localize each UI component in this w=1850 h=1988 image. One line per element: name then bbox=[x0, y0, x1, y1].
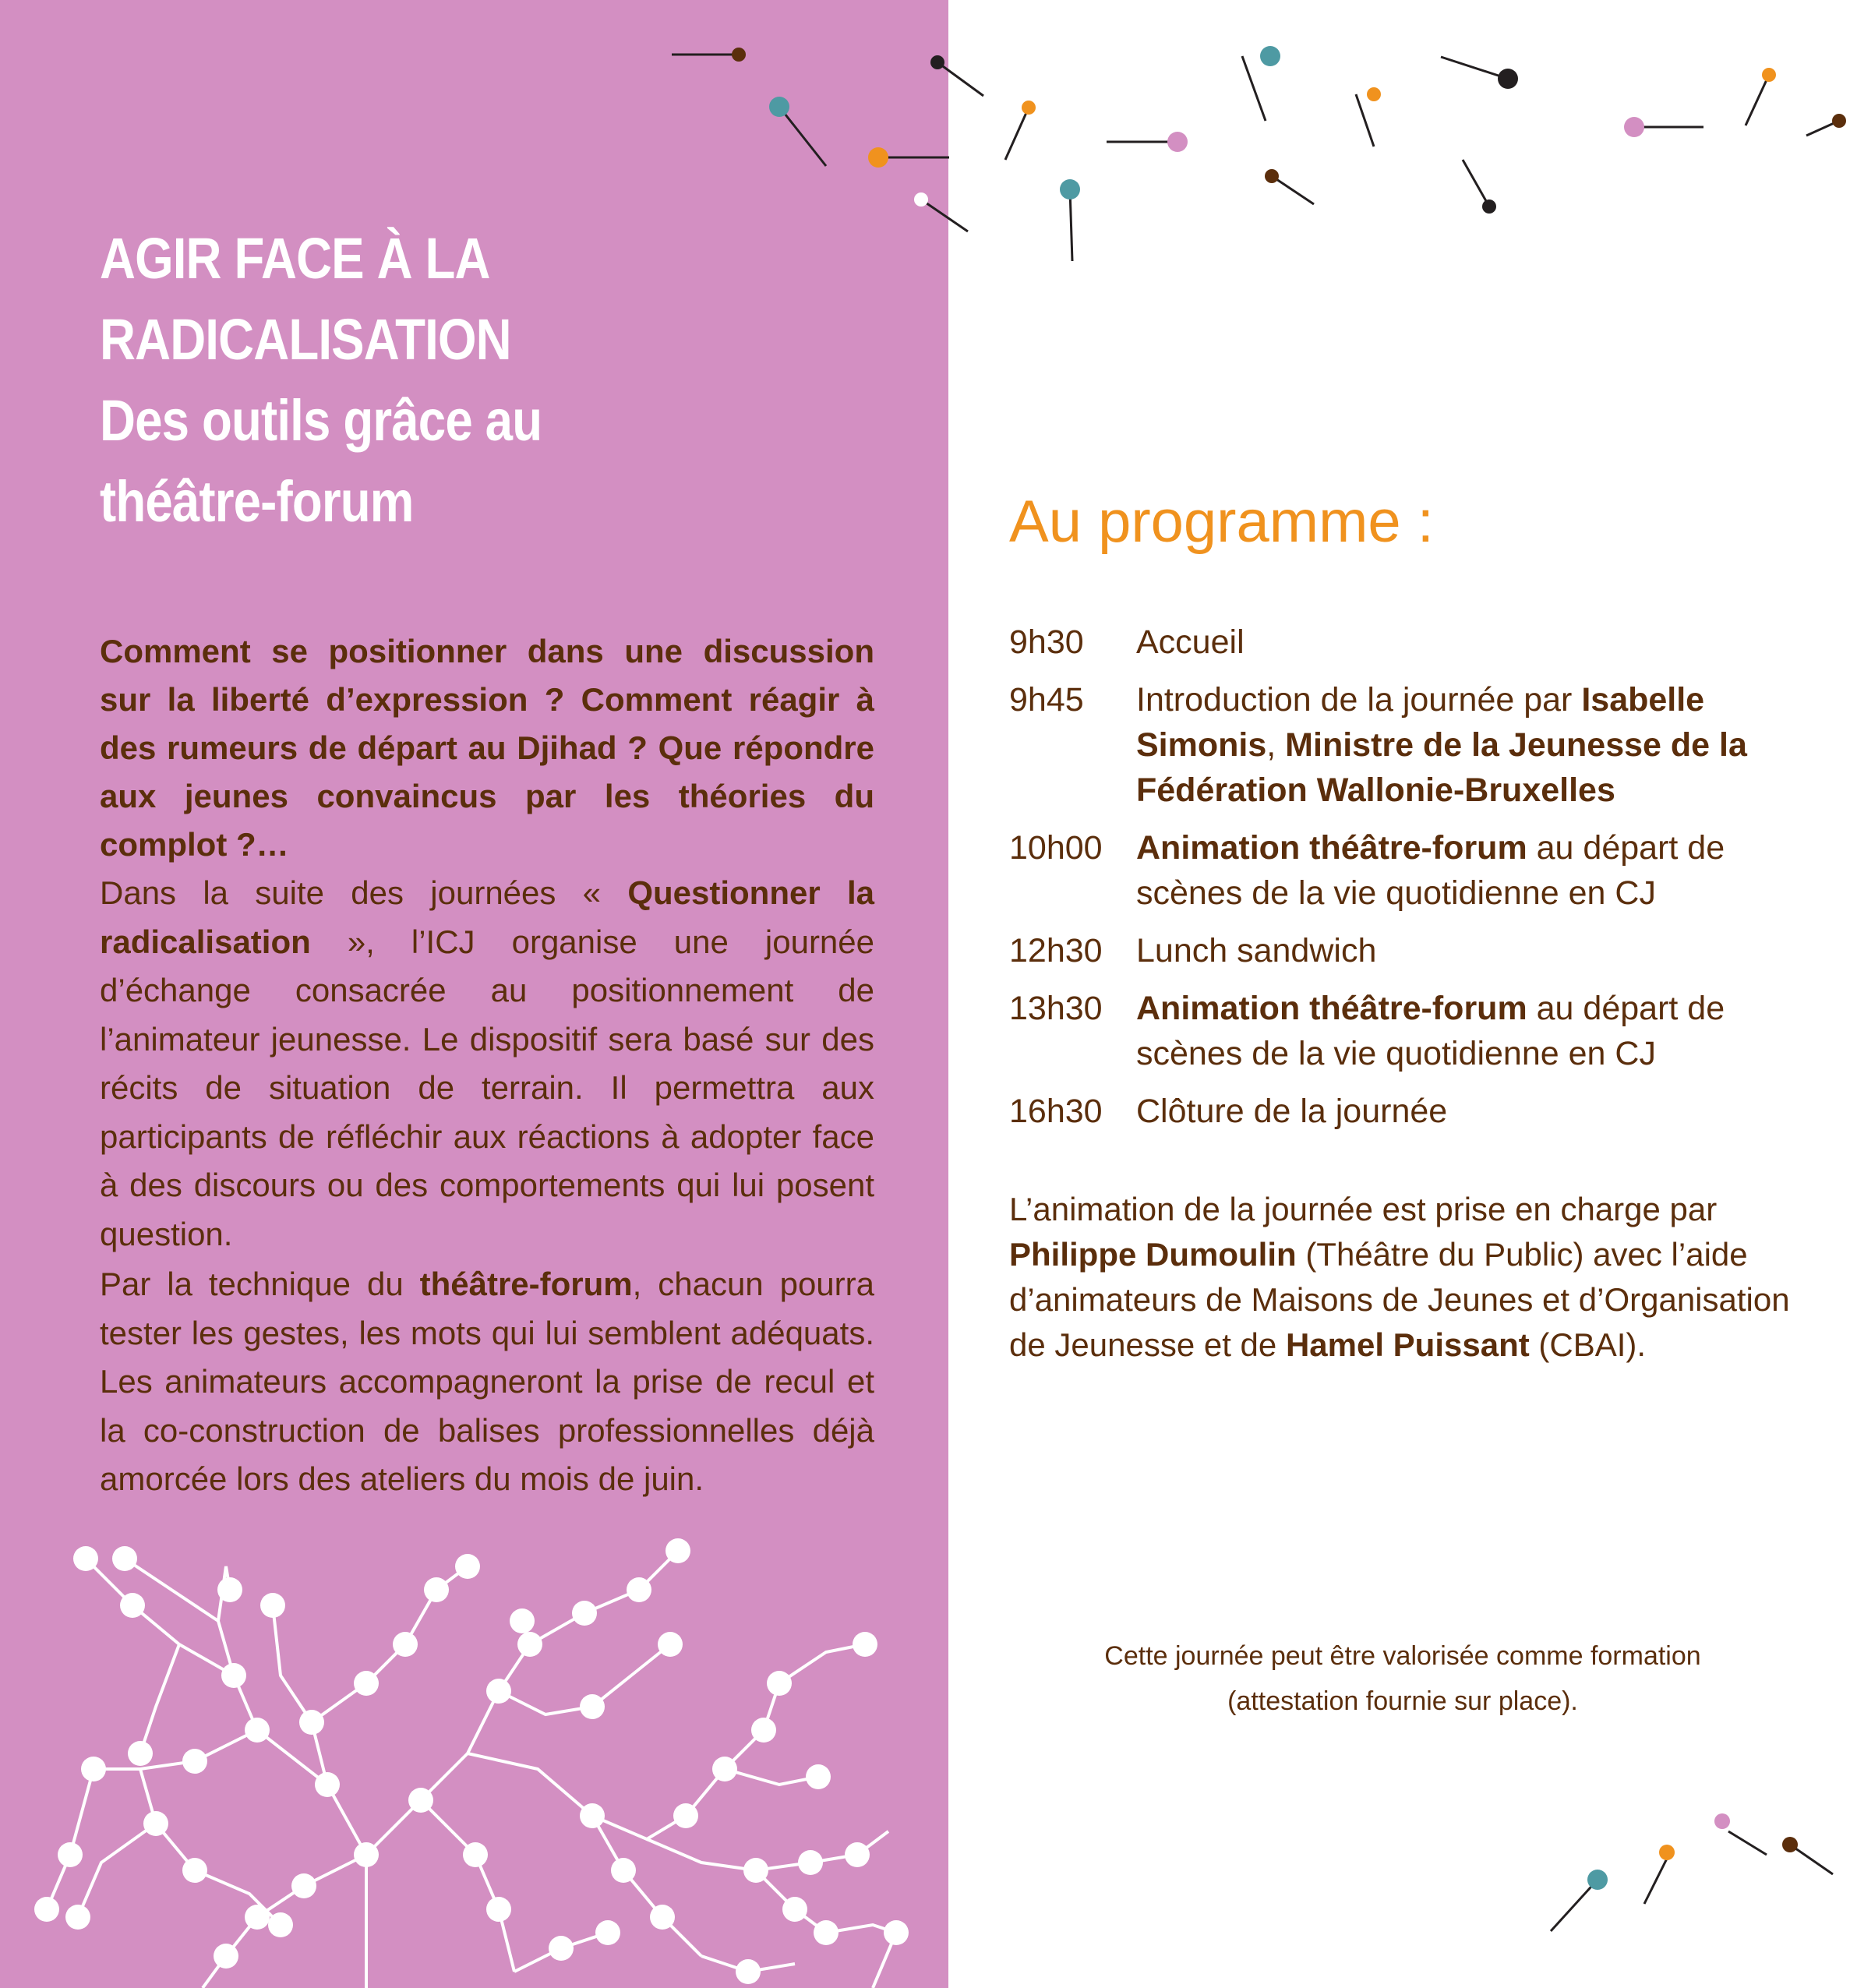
emphasis: théâtre-forum bbox=[419, 1266, 633, 1302]
paragraph-technique bbox=[100, 1260, 874, 1504]
schedule-time: 10h00 bbox=[1009, 829, 1103, 867]
intro-questions: Comment se positionner dans une discussion sur la liberté d’expression ? Comment réagir à des rumeurs de départ au Djihad ? Que répondre aux jeunes convaincus par les théories du complot ?… bbox=[100, 633, 874, 863]
closing-paragraph bbox=[1009, 1187, 1812, 1368]
title-line: AGIR FACE À LA bbox=[100, 226, 490, 291]
schedule-row bbox=[1009, 928, 1820, 973]
schedule-row bbox=[1009, 620, 1820, 665]
text: (Théâtre du Public) avec l’aide d’animateurs de Maisons de Jeunes et d’Organisation de Jeunesse et de bbox=[1009, 1236, 1790, 1363]
emphasis: Ministre de la Jeunesse de la Fédération Wallonie-Bruxelles bbox=[1136, 726, 1747, 809]
schedule-time: 13h30 bbox=[1009, 990, 1103, 1027]
subtitle-line: théâtre-forum bbox=[100, 469, 414, 534]
schedule-desc: Lunch sandwich bbox=[1136, 932, 1377, 969]
emphasis: Philippe Dumoulin bbox=[1009, 1236, 1297, 1273]
training-note bbox=[1036, 1633, 1769, 1724]
text: , bbox=[1266, 726, 1286, 764]
schedule-time: 16h30 bbox=[1009, 1093, 1103, 1130]
title-line: RADICALISATION bbox=[100, 307, 511, 372]
program-title: Au programme : bbox=[1009, 489, 1434, 555]
text: L’animation de la journée est prise en charge par bbox=[1009, 1191, 1718, 1227]
schedule-desc bbox=[1136, 677, 1820, 813]
text: , chacun pourra tester les gestes, les mots qui lui semblent adéquats. Les animateurs accompagneront la prise de recul et la co-construction de balises professionnelles déjà amorcée lors des ateliers du mois de juin. bbox=[100, 1266, 874, 1497]
schedule-time: 12h30 bbox=[1009, 932, 1103, 969]
schedule-row bbox=[1009, 677, 1820, 813]
schedule-row bbox=[1009, 825, 1820, 916]
emphasis: Animation théâtre-forum bbox=[1136, 829, 1527, 867]
text: au départ de scènes de la vie quotidienne en CJ bbox=[1136, 829, 1725, 912]
schedule bbox=[1009, 620, 1820, 1146]
schedule-row bbox=[1009, 1089, 1820, 1134]
text: au départ de scènes de la vie quotidienne en CJ bbox=[1136, 990, 1725, 1072]
note-line: Cette journée peut être valorisée comme formation bbox=[1104, 1641, 1701, 1671]
paragraph-context bbox=[100, 869, 874, 1259]
schedule-time: 9h30 bbox=[1009, 623, 1084, 661]
emphasis: Animation théâtre-forum bbox=[1136, 990, 1527, 1027]
text: Dans la suite des journées « bbox=[100, 874, 628, 911]
schedule-desc bbox=[1136, 986, 1820, 1076]
page-title bbox=[100, 218, 770, 542]
schedule-desc bbox=[1136, 825, 1820, 916]
note-line: (attestation fournie sur place). bbox=[1227, 1686, 1578, 1716]
text: (CBAI). bbox=[1529, 1326, 1647, 1363]
emphasis: Isabelle Simonis bbox=[1136, 681, 1705, 764]
schedule-desc: Accueil bbox=[1136, 623, 1245, 661]
emphasis: Questionner la radicalisation bbox=[100, 874, 875, 960]
subtitle-line: Des outils grâce au bbox=[100, 388, 542, 453]
emphasis: Hamel Puissant bbox=[1285, 1326, 1530, 1363]
text: Par la technique du bbox=[100, 1266, 420, 1302]
schedule-desc: Clôture de la journée bbox=[1136, 1093, 1448, 1130]
schedule-time: 9h45 bbox=[1009, 681, 1084, 719]
text: », l’ICJ organise une journée d’échange consacrée au positionnement de l’animateur jeunesse. Le dispositif sera basé sur des récits de situation de terrain. Il permettra aux participants de réfléchir aux réactions à adopter face à des discours ou des comportements qui lui posent question. bbox=[100, 923, 874, 1252]
schedule-row bbox=[1009, 986, 1820, 1076]
text: Introduction de la journée par bbox=[1136, 681, 1582, 719]
